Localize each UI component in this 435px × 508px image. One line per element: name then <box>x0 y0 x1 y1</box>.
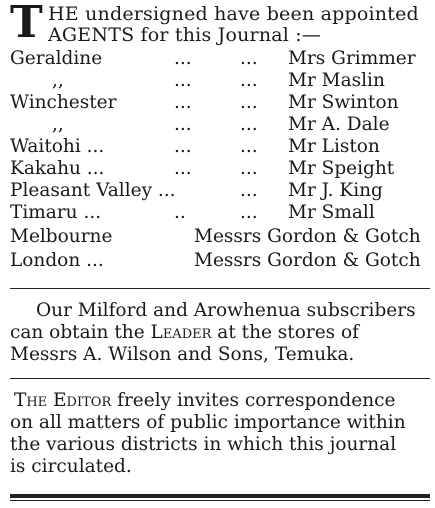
agent-leader-dots: ... <box>240 48 258 69</box>
agent-name: Mr J. King <box>288 180 383 201</box>
agent-place: Geraldine <box>10 48 103 69</box>
editor-line-2: on all matters of public importance within <box>10 412 406 433</box>
milford-line-3: Messrs A. Wilson and Sons, Temuka. <box>10 344 355 365</box>
agent-leader-dots: ... <box>174 158 192 179</box>
agent-name: Messrs Gordon & Gotch <box>194 250 421 271</box>
drop-cap: T <box>10 0 43 48</box>
closing-rule-thick <box>10 494 430 498</box>
agent-leader-dots: ... <box>174 70 192 91</box>
agent-place: London ... <box>10 250 104 271</box>
agent-name: Mr Speight <box>288 158 395 179</box>
agent-name: Mr Small <box>288 202 375 223</box>
editor-lead: The Editor <box>14 390 112 411</box>
agent-place: Winchester <box>10 92 117 113</box>
agent-leader-dots: ... <box>240 70 258 91</box>
notice-line-2: AGENTS for this Journal :— <box>48 24 322 46</box>
closing-rule-thin <box>10 500 430 501</box>
agent-leader-dots: ... <box>240 202 258 223</box>
milford-line-2-text: can obtain the <box>10 322 151 343</box>
agent-leader-dots: ... <box>174 136 192 157</box>
editor-line-3: the various districts in which this journal <box>10 434 397 455</box>
paper-name: Leader <box>150 322 212 343</box>
agent-place: ,, <box>52 114 64 135</box>
agent-leader-dots: ... <box>174 48 192 69</box>
agent-leader-dots: ... <box>240 92 258 113</box>
agent-name: Mr A. Dale <box>288 114 390 135</box>
milford-line-2 <box>10 322 359 344</box>
editor-line-1 <box>14 390 395 412</box>
agent-name: Mr Maslin <box>288 70 385 91</box>
agent-place: Melbourne <box>10 226 113 247</box>
agent-leader-dots: ... <box>240 136 258 157</box>
agent-name: Mrs Grimmer <box>288 48 416 69</box>
agent-name: Mr Liston <box>288 136 380 157</box>
agent-place: Timaru ... <box>10 202 102 223</box>
divider-rule <box>10 378 430 379</box>
agent-place: Waitohi ... <box>10 136 105 157</box>
agent-place: Kakahu ... <box>10 158 105 179</box>
agent-leader-dots: ... <box>174 114 192 135</box>
agent-leader-dots: ... <box>240 114 258 135</box>
agent-leader-dots: ... <box>174 92 192 113</box>
agent-name: Messrs Gordon & Gotch <box>194 226 421 247</box>
milford-line-2-tail: at the stores of <box>211 322 360 343</box>
agent-leader-dots: ... <box>240 180 258 201</box>
editor-line-1-text: freely invites correspondence <box>111 390 396 411</box>
notice-line-1: HE undersigned have been appointed <box>48 3 419 25</box>
agent-leader-dots: .. <box>174 202 186 223</box>
agent-place: Pleasant Valley ... <box>10 180 176 201</box>
agent-place: ,, <box>52 70 64 91</box>
agent-name: Mr Swinton <box>288 92 399 113</box>
divider-rule <box>10 288 430 289</box>
milford-line-1: Our Milford and Arowhenua subscribers <box>36 300 416 321</box>
agent-leader-dots: ... <box>240 158 258 179</box>
editor-line-4: is circulated. <box>10 456 132 477</box>
